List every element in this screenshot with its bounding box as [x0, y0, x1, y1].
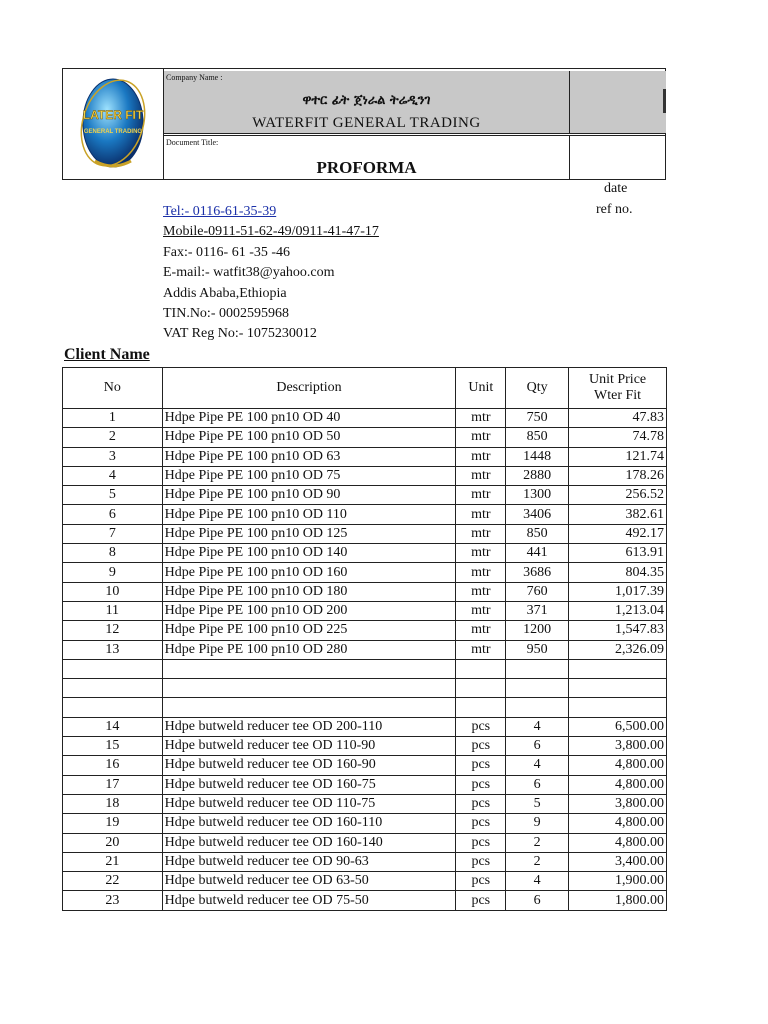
- ref-no-label: ref no.: [596, 202, 633, 217]
- table-row: [63, 640, 667, 659]
- cell-qty: 1200: [506, 621, 569, 640]
- table-row: [63, 582, 667, 601]
- header-price-line1: Unit Price: [588, 372, 647, 387]
- cell-unit-price: 2,326.09: [569, 640, 667, 659]
- cell-qty: 2880: [506, 466, 569, 485]
- cell-description: Hdpe butweld reducer tee OD 110-75: [162, 794, 456, 813]
- cell-qty: 6: [506, 775, 569, 794]
- cell-unit: mtr: [456, 409, 506, 428]
- cell-unit: pcs: [456, 737, 506, 756]
- cell-unit-price: 1,900.00: [569, 872, 667, 891]
- cell-unit: mtr: [456, 640, 506, 659]
- cell-no: 16: [63, 756, 163, 775]
- cell-description: Hdpe Pipe PE 100 pn10 OD 140: [162, 544, 456, 563]
- cell-description: Hdpe Pipe PE 100 pn10 OD 125: [162, 524, 456, 543]
- tin-number: TIN.No:- 0002595968: [163, 306, 289, 322]
- cell-qty: 4: [506, 756, 569, 775]
- cell-unit: [456, 679, 506, 698]
- table-row: [63, 852, 667, 871]
- cell-description: Hdpe Pipe PE 100 pn10 OD 50: [162, 428, 456, 447]
- cell-unit: mtr: [456, 428, 506, 447]
- cell-unit: mtr: [456, 601, 506, 620]
- header-right-bottom-cell: [570, 135, 666, 180]
- cell-unit-price: [569, 698, 667, 717]
- cell-no: 22: [63, 872, 163, 891]
- cell-unit-price: 4,800.00: [569, 833, 667, 852]
- cell-description: Hdpe butweld reducer tee OD 200-110: [162, 717, 456, 736]
- cell-unit: mtr: [456, 544, 506, 563]
- table-row: [63, 756, 667, 775]
- contact-block: [163, 202, 379, 345]
- cell-description: Hdpe butweld reducer tee OD 90-63: [162, 852, 456, 871]
- cell-description: [162, 698, 456, 717]
- document-header: [62, 68, 666, 180]
- cell-unit-price: 47.83: [569, 409, 667, 428]
- table-row: [63, 679, 667, 698]
- cell-qty: 850: [506, 428, 569, 447]
- cell-no: 13: [63, 640, 163, 659]
- cell-no: 15: [63, 737, 163, 756]
- cell-unit: mtr: [456, 486, 506, 505]
- cell-unit: mtr: [456, 524, 506, 543]
- cell-qty: 2: [506, 852, 569, 871]
- table-row: [63, 409, 667, 428]
- waterfit-globe-logo-icon: [75, 73, 151, 173]
- header-price-line2: Wter Fit: [594, 388, 642, 403]
- cell-unit: mtr: [456, 447, 506, 466]
- cell-unit-price: 3,400.00: [569, 852, 667, 871]
- cell-unit-price: 1,017.39: [569, 582, 667, 601]
- company-name-amharic: ዋተር ፊት ጀነራል ትሬዲንገ: [302, 93, 431, 108]
- cell-unit-price: 4,800.00: [569, 775, 667, 794]
- cell-no: 4: [63, 466, 163, 485]
- cell-unit: pcs: [456, 756, 506, 775]
- cell-no: [63, 679, 163, 698]
- cell-unit: pcs: [456, 814, 506, 833]
- cell-qty: 9: [506, 814, 569, 833]
- cell-qty: [506, 679, 569, 698]
- vat-reg-number: VAT Reg No:- 1075230012: [163, 326, 317, 342]
- cell-description: Hdpe Pipe PE 100 pn10 OD 63: [162, 447, 456, 466]
- cell-description: Hdpe Pipe PE 100 pn10 OD 180: [162, 582, 456, 601]
- cell-no: 17: [63, 775, 163, 794]
- table-row: [63, 601, 667, 620]
- table-row: [63, 524, 667, 543]
- company-name-cell: [164, 71, 570, 134]
- cell-no: 8: [63, 544, 163, 563]
- header-right-top-cell: [570, 71, 666, 134]
- cell-unit-price: 74.78: [569, 428, 667, 447]
- cell-no: 6: [63, 505, 163, 524]
- header-unit: Unit: [456, 368, 506, 409]
- cell-unit-price: [569, 679, 667, 698]
- cell-unit: pcs: [456, 891, 506, 910]
- cell-no: 14: [63, 717, 163, 736]
- cell-description: Hdpe Pipe PE 100 pn10 OD 40: [162, 409, 456, 428]
- logo-text-line2: GENERAL TRADING: [83, 129, 143, 135]
- cell-description: Hdpe butweld reducer tee OD 63-50: [162, 872, 456, 891]
- table-row: [63, 872, 667, 891]
- client-name-label: Client Name: [64, 346, 150, 363]
- cell-qty: 5: [506, 794, 569, 813]
- cell-unit-price: 6,500.00: [569, 717, 667, 736]
- cell-qty: 1300: [506, 486, 569, 505]
- cell-unit-price: 256.52: [569, 486, 667, 505]
- cell-qty: 371: [506, 601, 569, 620]
- cell-unit-price: 3,800.00: [569, 737, 667, 756]
- cell-unit-price: 121.74: [569, 447, 667, 466]
- cell-qty: 1448: [506, 447, 569, 466]
- cell-description: Hdpe butweld reducer tee OD 160-90: [162, 756, 456, 775]
- cell-unit-price: 613.91: [569, 544, 667, 563]
- mobile-number: Mobile-0911-51-62-49/0911-41-47-17: [163, 224, 379, 240]
- cell-qty: 4: [506, 717, 569, 736]
- document-title-label: Document Title:: [166, 138, 219, 147]
- table-row: [63, 659, 667, 678]
- cell-unit: pcs: [456, 794, 506, 813]
- cell-no: 19: [63, 814, 163, 833]
- cell-unit-price: 1,800.00: [569, 891, 667, 910]
- cell-qty: 3686: [506, 563, 569, 582]
- cell-description: Hdpe Pipe PE 100 pn10 OD 90: [162, 486, 456, 505]
- cell-no: [63, 659, 163, 678]
- cell-unit-price: 1,213.04: [569, 601, 667, 620]
- email-address: E-mail:- watfit38@yahoo.com: [163, 265, 335, 281]
- fax-number: Fax:- 0116- 61 -35 -46: [163, 244, 291, 260]
- table-header-row: [63, 368, 667, 409]
- cell-no: 10: [63, 582, 163, 601]
- cell-description: [162, 679, 456, 698]
- header-no: No: [63, 368, 163, 409]
- cell-unit-price: [569, 659, 667, 678]
- table-row: [63, 466, 667, 485]
- cell-no: 5: [63, 486, 163, 505]
- table-row: [63, 428, 667, 447]
- cell-no: 20: [63, 833, 163, 852]
- header-unit-price: [569, 368, 667, 409]
- cell-description: Hdpe Pipe PE 100 pn10 OD 200: [162, 601, 456, 620]
- header-description: Description: [162, 368, 456, 409]
- cell-description: Hdpe butweld reducer tee OD 160-110: [162, 814, 456, 833]
- logo-cell: [63, 69, 164, 179]
- cell-no: 9: [63, 563, 163, 582]
- cell-unit: pcs: [456, 872, 506, 891]
- cell-unit: pcs: [456, 775, 506, 794]
- cell-qty: 4: [506, 872, 569, 891]
- cell-unit: mtr: [456, 621, 506, 640]
- cell-qty: 6: [506, 737, 569, 756]
- cell-unit: [456, 659, 506, 678]
- cell-unit: pcs: [456, 852, 506, 871]
- table-row: [63, 544, 667, 563]
- cell-unit-price: 4,800.00: [569, 814, 667, 833]
- table-row: [63, 814, 667, 833]
- tel-link[interactable]: Tel:- 0116-61-35-39: [163, 204, 277, 219]
- table-row: [63, 563, 667, 582]
- table-row: [63, 717, 667, 736]
- cell-unit-price: 382.61: [569, 505, 667, 524]
- cell-unit: [456, 698, 506, 717]
- cell-unit-price: 1,547.83: [569, 621, 667, 640]
- cell-marker: [663, 89, 666, 113]
- table-row: [63, 447, 667, 466]
- table-row: [63, 775, 667, 794]
- company-name-label: Company Name :: [166, 73, 223, 82]
- cell-qty: 6: [506, 891, 569, 910]
- cell-qty: 760: [506, 582, 569, 601]
- cell-qty: 850: [506, 524, 569, 543]
- table-row: [63, 794, 667, 813]
- cell-qty: [506, 698, 569, 717]
- cell-no: 7: [63, 524, 163, 543]
- cell-no: 2: [63, 428, 163, 447]
- date-label: date: [604, 181, 628, 196]
- cell-qty: 3406: [506, 505, 569, 524]
- cell-no: [63, 698, 163, 717]
- cell-unit: mtr: [456, 466, 506, 485]
- cell-unit-price: 4,800.00: [569, 756, 667, 775]
- cell-unit: pcs: [456, 717, 506, 736]
- header-qty: Qty: [506, 368, 569, 409]
- table-row: [63, 833, 667, 852]
- cell-unit-price: 492.17: [569, 524, 667, 543]
- cell-qty: 750: [506, 409, 569, 428]
- cell-no: 12: [63, 621, 163, 640]
- cell-no: 18: [63, 794, 163, 813]
- cell-no: 23: [63, 891, 163, 910]
- logo-text-line1: LATER FIT: [82, 108, 144, 122]
- cell-description: Hdpe butweld reducer tee OD 160-140: [162, 833, 456, 852]
- cell-no: 1: [63, 409, 163, 428]
- cell-unit-price: 3,800.00: [569, 794, 667, 813]
- cell-description: Hdpe butweld reducer tee OD 75-50: [162, 891, 456, 910]
- cell-no: 3: [63, 447, 163, 466]
- table-row: [63, 621, 667, 640]
- cell-unit-price: 178.26: [569, 466, 667, 485]
- cell-description: Hdpe Pipe PE 100 pn10 OD 225: [162, 621, 456, 640]
- table-row: [63, 505, 667, 524]
- document-title-cell: [164, 135, 570, 180]
- table-row: [63, 486, 667, 505]
- company-name-english: WATERFIT GENERAL TRADING: [252, 115, 481, 131]
- cell-description: Hdpe Pipe PE 100 pn10 OD 160: [162, 563, 456, 582]
- cell-qty: 2: [506, 833, 569, 852]
- items-table: [62, 367, 667, 911]
- cell-unit: mtr: [456, 582, 506, 601]
- cell-qty: 950: [506, 640, 569, 659]
- cell-description: Hdpe Pipe PE 100 pn10 OD 280: [162, 640, 456, 659]
- cell-unit: pcs: [456, 833, 506, 852]
- cell-unit: mtr: [456, 563, 506, 582]
- cell-description: Hdpe butweld reducer tee OD 160-75: [162, 775, 456, 794]
- cell-no: 21: [63, 852, 163, 871]
- cell-unit-price: 804.35: [569, 563, 667, 582]
- cell-qty: 441: [506, 544, 569, 563]
- cell-qty: [506, 659, 569, 678]
- cell-description: Hdpe Pipe PE 100 pn10 OD 75: [162, 466, 456, 485]
- address: Addis Ababa,Ethiopia: [163, 285, 287, 301]
- cell-description: Hdpe butweld reducer tee OD 110-90: [162, 737, 456, 756]
- table-row: [63, 891, 667, 910]
- cell-unit: mtr: [456, 505, 506, 524]
- table-row: [63, 698, 667, 717]
- cell-description: Hdpe Pipe PE 100 pn10 OD 110: [162, 505, 456, 524]
- cell-description: [162, 659, 456, 678]
- table-row: [63, 737, 667, 756]
- document-title: PROFORMA: [316, 158, 417, 177]
- cell-no: 11: [63, 601, 163, 620]
